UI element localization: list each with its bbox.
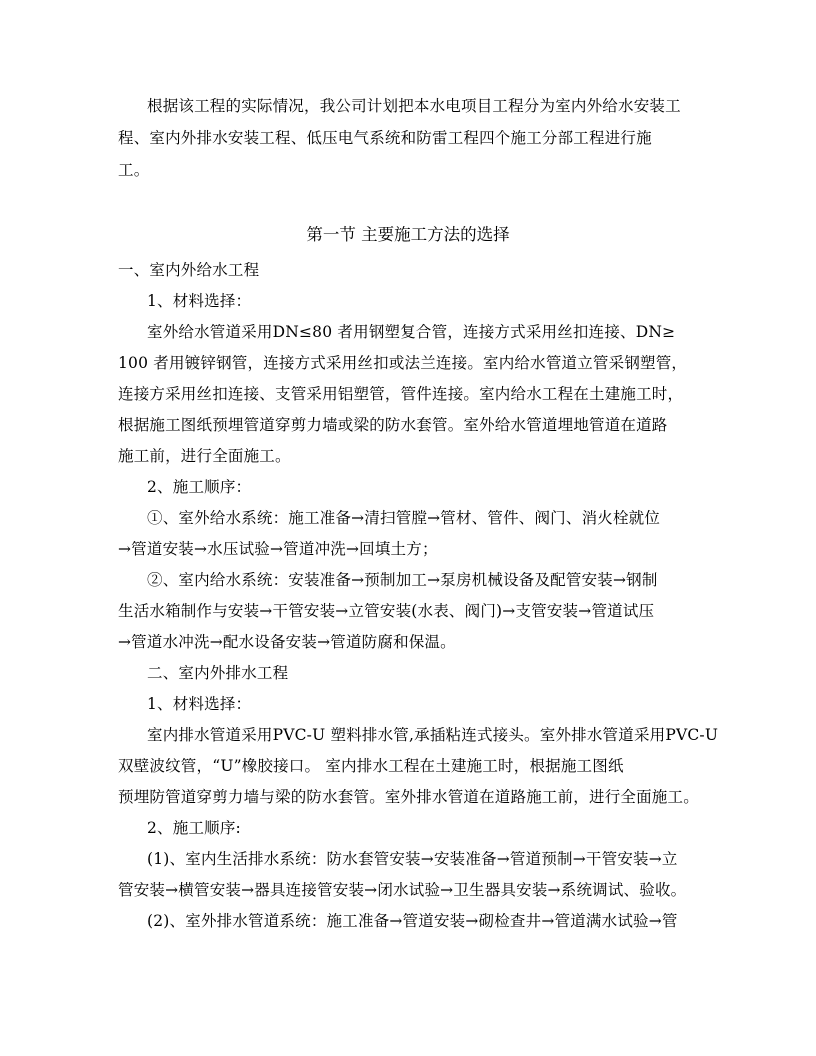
intro-line: 工。 — [118, 161, 150, 179]
paragraph-line: (2)、室外排水管道系统：施工准备→管道安装→砌检查井→管道满水试验→管 — [147, 912, 678, 930]
paragraph-line: →管道安装→水压试验→管道冲洗→回填土方； — [118, 540, 438, 558]
paragraph-line: 生活水箱制作与安装→干管安装→立管安装(水表、阀门)→支管安装→管道试压 — [118, 602, 655, 620]
paragraph-line: 施工前，进行全面施工。 — [118, 447, 291, 465]
intro-line: 根据该工程的实际情况，我公司计划把本水电项目工程分为室内外给水安装工 — [147, 97, 681, 115]
subheading: 2、施工顺序： — [147, 478, 252, 496]
subheading: 2、施工顺序: — [147, 819, 241, 837]
part-heading: 二、室内外排水工程 — [147, 664, 289, 682]
section-title: 第一节 主要施工方法的选择 — [306, 225, 510, 244]
paragraph-line: 100 者用镀锌钢管，连接方式采用丝扣或法兰连接。室内给水管道立管采钢塑管， — [118, 354, 688, 372]
paragraph-line: 根据施工图纸预埋管道穿剪力墙或梁的防水套管。室外给水管道埋地管道在道路 — [118, 416, 668, 434]
paragraph-line: ②、室内给水系统：安装准备→预制加工→泵房机械设备及配管安装→钢制 — [147, 571, 658, 589]
paragraph-line: 预埋防管道穿剪力墙与梁的防水套管。室外排水管道在道路施工前，进行全面施工。 — [118, 788, 699, 806]
intro-line: 程、室内外排水安装工程、低压电气系统和防雷工程四个施工分部工程进行施 — [118, 129, 652, 147]
paragraph-line: 连接方采用丝扣连接、支管采用铝塑管，管件连接。室内给水工程在土建施工时， — [118, 385, 684, 403]
subheading: 1、材料选择： — [147, 695, 252, 713]
paragraph-line: 管安装→横管安装→器具连接管安装→闭水试验→卫生器具安装→系统调试、验收。 — [118, 881, 687, 899]
part-heading: 一、室内外给水工程 — [118, 261, 260, 279]
paragraph-line: 室内排水管道采用PVC-U 塑料排水管,承插粘连式接头。室外排水管道采用PVC-U — [147, 726, 719, 744]
paragraph-line: 室外给水管道采用DN≤80 者用钢塑复合管，连接方式采用丝扣连接、DN≥ — [147, 323, 676, 341]
subheading: 1、材料选择： — [147, 292, 252, 310]
paragraph-line: ①、室外给水系统：施工准备→清扫管膛→管材、管件、阀门、消火栓就位 — [147, 509, 661, 527]
paragraph-line: (1)、室内生活排水系统：防水套管安装→安装准备→管道预制→干管安装→立 — [147, 850, 678, 868]
paragraph-line: →管道水冲洗→配水设备安装→管道防腐和保温。 — [118, 633, 456, 651]
paragraph-line: 双壁波纹管，“U”橡胶接口。 室内排水工程在土建施工时，根据施工图纸 — [118, 757, 624, 775]
